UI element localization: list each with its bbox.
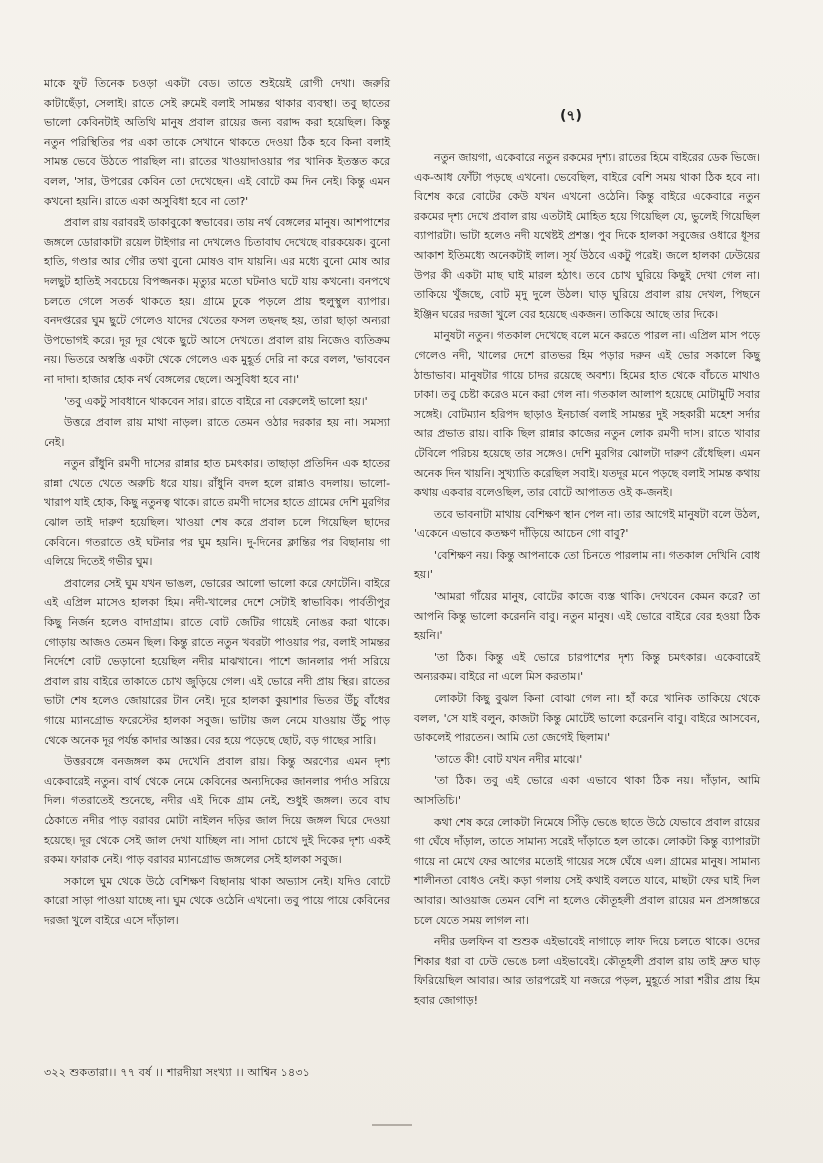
paragraph: নতুন জায়গা, একেবারে নতুন রকমের দৃশ্য। রাতের হিমে বাইরের ডেক ভিজে। এক-আধ ফোঁটা পড়ছে এখনো। ভেবেছিল, বাইরে বেশি সময় থাকা ঠিক হবে না। বিশেষ করে বোটের কেউ যখন এখনো ওঠেনি। কিন্তু বাইরে একেবারে নতুন রকমের দৃশ্য দেখে প্রবাল রায় এতটাই মোহিত হয়ে গিয়েছিল যে, ভুলেই গিয়েছিল ব্যাপারটা। ভাটা হলেও নদী যথেষ্টই প্রশস্ত। পুব দিকে হালকা সবুজের ওধারে ধূসর আকাশ ইতিমধ্যে অনেকটাই লাল। সূর্য উঠবে একটু পরেই। জলে হালকা ঢেউয়ের উপর কী একটা মাছ ঘাই মারল হঠাৎ। তবে চোখ ঘুরিয়ে কিছুই দেখা গেল না। তাকিয়ে খুঁজছে, বোট মৃদু দুলে উঠল। ঘাড় ঘুরিয়ে প্রবাল রায় দেখল, পিছনে ইঞ্জিন ঘরের দরজা খুলে বের হয়েছে একজন। তাকিয়ে আছে তার দিকে। [414,151,760,321]
paragraph: 'তা ঠিক। তবু এই ভোরে একা এভাবে থাকা ঠিক নয়। দাঁড়ান, আমি আসতিচি।' [414,774,760,807]
paragraph: প্রবাল রায় বরাবরই ডাকাবুকো স্বভাবের। তায় নর্থ বেঙ্গলের মানুষ। আশপাশের জঙ্গলে ডোরাকাটা রয়েল টাইগার না দেখলেও চিতাবাঘ দেখেছে বারকয়েক। বুনো হাতি, গণ্ডার আর গৌর তথা বুনো মোষও বাদ যায়নি। এর মধ্যে বুনো মোষ আর দলছুট হাতিই সবচেয়ে বিপজ্জনক। মৃত্যুর মতো ঘটনাও ঘটে যায় কখনো। বনপথে চলতে গেলে সতর্ক থাকতে হয়। গ্রামে ঢুকে পড়লে প্রায় হুলুস্থুল ব্যাপার। বনদপ্তরের ঘুম ছুটে গেলেও যাদের খেতের ফসল তছনছ হয়, তারা ছাড়া অন্যরা উপভোগই করে। দূর দূর থেকে ছুটে আসে দেখতে। প্রবাল রায় নিজেও ব্যতিক্রম নয়। ভিতরে অস্বস্তি একটা থেকে গেলেও এক মুহূর্ত দেরি না করে বলল, 'ভাববেন না দাদা। হাজার হোক নর্থ বেঙ্গলের ছেলে। অসুবিধা হবে না।' [44,216,390,386]
paragraph: নদীর ডলফিন বা শুশুক এইভাবেই নাগাড়ে লাফ দিয়ে চলতে থাকে। ওদের শিকার ধরা বা ঢেউ ভেঙে চলা এইভাবেই। কৌতূহলী প্রবাল রায় তাই দ্রুত ঘাড় ফিরিয়েছিল আবার। আর তারপরেই যা নজরে পড়ল, মুহূর্তে সারা শরীর প্রায় হিম হবার জোগাড়! [414,935,760,1007]
paragraph: তবে ভাবনাটা মাথায় বেশিক্ষণ স্থান পেল না। তার আগেই মানুষটা বলে উঠল, 'একেনে এভাবে কতক্ষণ দাঁড়িয়ে আচেন গো বাবু?' [414,507,760,541]
paragraph: 'তাতে কী! বোট যখন নদীর মাঝে।' [434,752,583,766]
paragraph: উত্তরবঙ্গে বনজঙ্গল কম দেখেনি প্রবাল রায়। কিন্তু অরণ্যের এমন দৃশ্য একেবারেই নতুন। বার্থ থেকে নেমে কেবিনের অন্যদিকের জানলার পর্দাও সরিয়ে দিল। গতরাতেই শুনেছে, নদীর এই দিকে গ্রাম নেই, শুধুই জঙ্গল। তবে বাঘ ঠেকাতে নদীর পাড় বরাবর মোটা নাইলন দড়ির জাল দিয়ে জঙ্গল ঘিরে দেওয়া হয়েছে। দূর থেকে সেই জাল দেখা যাচ্ছিল না। সাদা চোখে দুই দিকের দৃশ্য একই রকম। ফারাক নেই। পাড় বরাবর ম্যানগ্রোভ জঙ্গলের সেই হালকা সবুজ। [44,755,390,867]
left-column [44,74,390,933]
paragraph: নতুন রাঁধুনি রমণী দাসের রান্নার হাত চমৎকার। তাছাড়া প্রতিদিন এক হাতের রান্না খেতে খেতে অরুচি ধরে যায়। রাঁধুনি বদল হলে রান্নাও বদলায়। ভালো-খারাপ যাই হোক, কিছু নতুনত্ব থাকে। রাতে রমণী দাসের হাতে গ্রামের দেশি মুরগির ঝোল তাই দারুণ হয়েছিল। খাওয়া শেষ করে প্রবাল চলে গিয়েছিল ছাদের কেবিনে। গতরাতে ওই ঘটনার পর ঘুম হয়নি। দু-দিনের ক্লান্তির পর বিছানায় গা এলিয়ে দিতেই গভীর ঘুম। [44,457,390,569]
paragraph: 'আমরা গাঁয়ের মানুষ, বোটের কাজে ব্যস্ত থাকি। দেখবেন কেমন করে? তা আপনি কিন্তু ভালো করেননি বাবু। নতুন মানুষ। এই ভোরে বাইরে বের হওয়া ঠিক হয়নি।' [414,590,760,643]
page-footer: ৩২২ শুকতারা।। ৭৭ বর্ষ ।। শারদীয়া সংখ্যা ।। আশ্বিন ১৪৩১ [44,1066,311,1079]
paragraph: মাকে ফুট তিনেক চওড়া একটা বেড। তাতে শুইয়েই রোগী দেখা। জরুরি কাটাছেঁড়া, সেলাই। রাতে সেই রুমেই বলাই সামন্তর থাকার ব্যবস্থা। তবু ছাতের ভালো কেবিনটাই অতিথি মানুষ প্রবাল রায়ের জন্য বরাদ্দ করা হয়েছিল। কিন্তু নতুন পরিস্থিতির পর একা তাকে সেখানে থাকতে দেওয়া ঠিক হবে কিনা বলাই সামন্ত ভেবে উঠতে পারছিল না। রাতের খাওয়াদাওয়ার পর খানিক ইতস্তত করে বলল, 'সার, উপরের কেবিন তো দেখেছেন। এই বোটে কম দিন নেই। কিন্তু এমন কখনো হয়নি। রাতে একা অসুবিধা হবে না তো?' [44,77,390,208]
right-column [414,148,760,1013]
paragraph: প্রবালের সেই ঘুম যখন ভাঙল, ভোরের আলো ভালো করে ফোটেনি। বাইরে এই এপ্রিল মাসেও হালকা হিম। নদী-খালের দেশে সেটাই স্বাভাবিক। পার্বতীপুর কিছু নির্জন হলেও বাদাগ্রাম। রাতে বোট জেটির গায়েই নোঙর করা থাকে। গোড়ায় আজও তেমন ছিল। কিন্তু রাতে নতুন খবরটা পাওয়ার পর, বলাই সামন্তর নির্দেশে বোট ভেড়ানো হয়েছিল নদীর মাঝখানে। পাশে জানলার পর্দা সরিয়ে প্রবাল রায় বাইরে তাকাতে চোখ জুড়িয়ে গেল। এই ভোরে নদী প্রায় স্থির। রাতের ভাটা শেষ হলেও জোয়ারের টান নেই। দূরে হালকা কুয়াশার ভিতর উঁচু বাঁধের গায়ে ম্যানগ্রোভ ফরেস্টের হালকা সবুজ। ভাটায় জল নেমে যাওয়ায় উঁচু পাড় থেকে অনেক দূর পর্যন্ত কাদার আস্তর। বের হয়ে পড়েছে ছোট, বড় গাছের সারি। [44,576,390,747]
paragraph: 'তবু একটু সাবধানে থাকবেন সার। রাতে বাইরে না বেরুলেই ভালো হয়।' [64,394,368,408]
paragraph: 'বেশিক্ষণ নয়। কিন্তু আপনাকে তো চিনতে পারলাম না। গতকাল দেখিনি বোধ হয়।' [414,548,760,582]
paragraph: মানুষটা নতুন। গতকাল দেখেছে বলে মনে করতে পারল না। এপ্রিল মাস পড়ে গেলেও নদী, খালের দেশে রাতভর হিম পড়ার দরুন এই ভোর সকালে কিছু ঠান্ডাভাব। মানুষটার গায়ে চাদর রয়েছে অবশ্য। হিমের হাত থেকে বাঁচতে মাথাও ঢাকা। তবু চেষ্টা করেও মনে করা গেল না। গতকাল আলাপ হয়েছে মোটামুটি সবার সঙ্গেই। বোটম্যান হরিপদ ছাড়াও ইনচার্জ বলাই সামন্তর দুই সহকারী মহেশ সর্দার আর প্রভাত রায়। বাকি ছিল রান্নার কাজের নতুন লোক রমণী দাস। রাতে খাবার টেবিলে পরিচয় হয়েছে তার সঙ্গেও। দেশি মুরগির ঝোলটা দারুণ রেঁধেছিল। এমন অনেক দিন খায়নি। সুখ্যাতি করেছিল সবাই। যতদূর মনে পড়ছে বলাই সামন্ত কথায় কথায় একবার বলেওছিল, তার বোটে আপাতত ওই ক-জনই। [414,329,760,500]
chapter-number: (৭) [560,108,582,124]
paragraph: লোকটা কিছু বুঝল কিনা বোঝা গেল না। হাঁ করে খানিক তাকিয়ে থেকে বলল, 'সে যাই বলুন, কাজটা কিন্তু মোটেই ভালো করেননি বাবু। বাইরে আসবেন, ডাকলেই পারতেন। আমি তো জেগেই ছিলাম।' [414,692,760,745]
paragraph: 'তা ঠিক। কিন্তু এই ভোরে চারপাশের দৃশ্য কিন্তু চমৎকার। একেবারেই অন্যরকম। বাইরে না এলে মিস করতাম।' [414,650,760,684]
bottom-divider [372,1124,412,1126]
paragraph: উত্তরে প্রবাল রায় মাথা নাড়ল। রাতে তেমন ওঠার দরকার হয় না। সমস্যা নেই। [44,416,390,449]
paragraph: সকালে ঘুম থেকে উঠে বেশিক্ষণ বিছানায় থাকা অভ্যাস নেই। যদিও বোটে কারো সাড়া পাওয়া যাচ্ছে না। ঘুম থেকে ওঠেনি এখনো। তবু পায়ে পায়ে কেবিনের দরজা খুলে বাইরে এসে দাঁড়াল। [44,874,390,927]
paragraph: কথা শেষ করে লোকটা নিমেষে সিঁড়ি ভেঙে ছাতে উঠে যেভাবে প্রবাল রায়ের গা ঘেঁষে দাঁড়াল, তাতে সামান্য সরেই দাঁড়াতে হল তাকে। লোকটা কিন্তু ব্যাপারটা গায়ে না মেখে ফের আগের মতোই গায়ের সঙ্গে ঘেঁষে এল। গ্রামের মানুষ। সামান্য শালীনতা বোধও নেই। কড়া গলায় সেই কথাই বলতে যাবে, মাছটা ফের ঘাই দিল আবার। আওয়াজ তেমন বেশি না হলেও কৌতূহলী প্রবাল রায়ের মন প্রসঙ্গান্তরে চলে যেতে সময় লাগল না। [414,815,760,927]
